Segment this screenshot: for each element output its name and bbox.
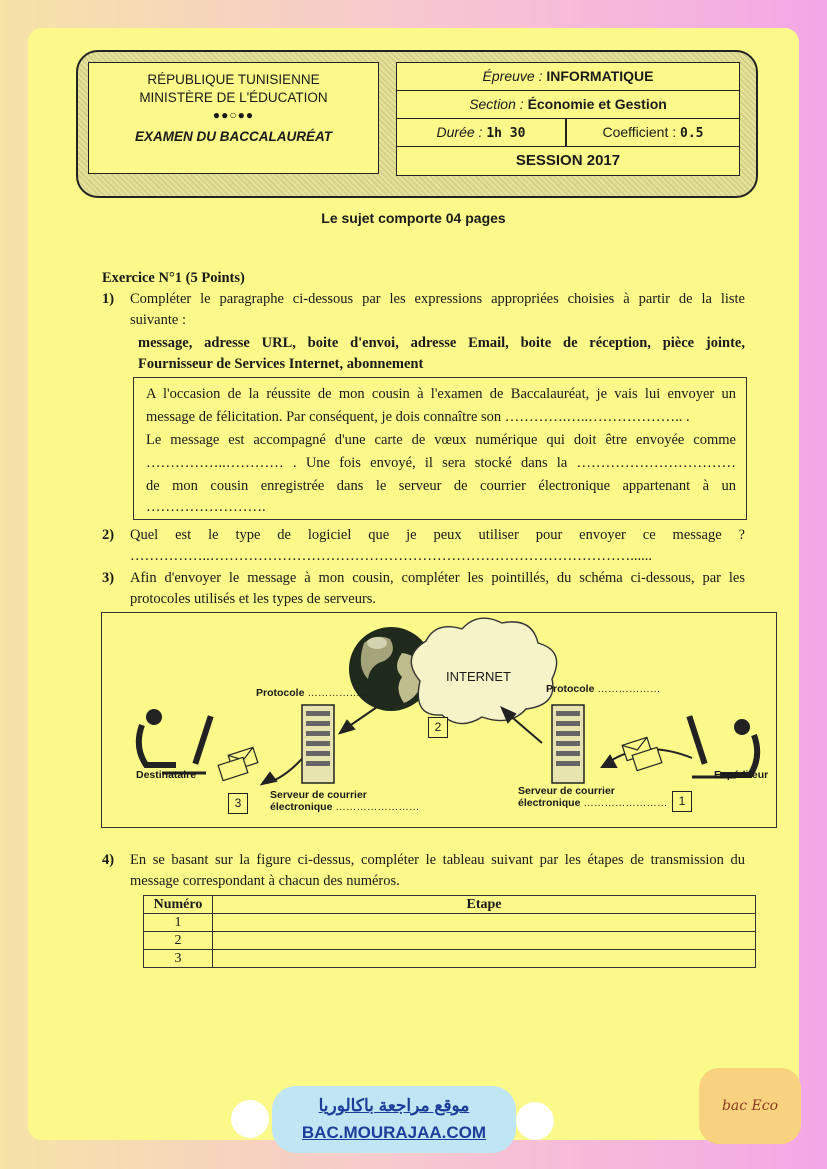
exam-page: [28, 28, 799, 1140]
recipient-label: Destinataire: [136, 769, 197, 781]
row-number: 1: [144, 914, 213, 932]
table-row: [144, 950, 756, 968]
server-left-line1: Serveur de courrier: [270, 789, 367, 801]
exercise-title-text: Exercice N°1: [102, 270, 183, 286]
server-right-line1: Serveur de courrier: [518, 785, 615, 797]
right-server-icon: [552, 705, 584, 783]
protocol-right-blank[interactable]: ………………: [597, 683, 661, 695]
q3-line2: protocoles utilisés et les types de serveurs.: [130, 591, 377, 607]
row-number: 2: [144, 932, 213, 950]
q3-number: 3): [102, 570, 115, 586]
para-line6[interactable]: …………………….: [146, 499, 266, 515]
pages-note: Le sujet comporte 04 pages: [321, 210, 506, 226]
terms-line1: message, adresse URL, boite d'envoi, adresse Email, boite de réception, pièce jointe,: [138, 335, 745, 351]
header-institution: [88, 62, 379, 174]
step-3-box: 3: [228, 793, 248, 814]
coef-label: Coefficient :: [602, 124, 677, 140]
site-name-arabic[interactable]: موقع مراجعة باكالوريا: [318, 1096, 470, 1115]
table-row: [144, 914, 756, 932]
exercise-points: (5 Points): [185, 270, 245, 286]
para-line4[interactable]: ……………..………… . Une fois envoyé, il sera stocké dans la ……………………………: [146, 455, 736, 471]
server-left-label: [270, 789, 419, 813]
site-logo-left: [231, 1100, 269, 1138]
sender-label: Expéditeur: [714, 769, 769, 781]
section-value: Économie et Gestion: [527, 96, 667, 112]
q1-line2: suivante :: [130, 312, 186, 328]
site-logo-right: [516, 1102, 554, 1140]
duree-label: Durée :: [436, 124, 483, 140]
duree-value: 1h 30: [486, 126, 526, 141]
col-number-header: Numéro: [144, 896, 213, 914]
exam-header: [76, 50, 758, 198]
dots-ornament: ●●○●●: [212, 108, 255, 122]
session-text: SESSION 2017: [515, 152, 621, 169]
server-left-blank[interactable]: ……………………: [335, 801, 420, 813]
envelope-icon: [218, 747, 258, 780]
header-details: [396, 62, 740, 176]
envelope-icon-right: [622, 737, 662, 770]
exercise-title: [102, 268, 245, 289]
col-step-header: Etape: [213, 896, 756, 914]
server-right-blank[interactable]: ……………………: [583, 797, 668, 809]
step-2-box: 2: [428, 717, 448, 738]
q2-line1: Quel est le type de logiciel que je peux utiliser pour envoyer ce message ?: [130, 527, 745, 543]
site-url-link[interactable]: BAC.MOURAJAA.COM: [301, 1123, 487, 1142]
sender-person-icon: [686, 715, 757, 777]
site-banner[interactable]: [272, 1086, 516, 1153]
exam-title: EXAMEN DU BACCALAURÉAT: [135, 129, 332, 144]
q2-number: 2): [102, 527, 115, 543]
protocol-right-label: Protocole: [546, 683, 595, 695]
para-line3: Le message est accompagné d'une carte de vœux numérique qui doit être envoyée comme: [146, 432, 736, 448]
para-line1: A l'occasion de la réussite de mon cousin à l'examen de Baccalauréat, je vais lui envoyer un: [146, 386, 736, 402]
terms-line2: Fournisseur de Services Internet, abonnement: [138, 356, 424, 372]
epreuve-label: Épreuve :: [482, 68, 543, 84]
q4-line2: message correspondant à chacun des numéros.: [130, 873, 400, 889]
server-right-line2: [518, 797, 667, 809]
server-right-word: électronique: [518, 797, 581, 809]
duration-row: [397, 119, 739, 147]
internet-label: INTERNET: [446, 669, 511, 684]
step-cell[interactable]: [213, 950, 756, 968]
q4-line1: En se basant sur la figure ci-dessus, compléter le tableau suivant par les étapes de transmission du: [130, 852, 745, 868]
epreuve-value: INFORMATIQUE: [546, 68, 654, 84]
protocol-left-label: Protocole: [256, 687, 305, 699]
coef-cell: [567, 119, 739, 147]
step-cell[interactable]: [213, 932, 756, 950]
paragraph-frame: [133, 377, 747, 520]
ministry-text: MINISTÈRE DE L'ÉDUCATION: [139, 90, 328, 105]
table-row: [144, 932, 756, 950]
para-line5: de mon cousin enregistrée dans le serveur de courrier électronique appartenant à un: [146, 478, 736, 494]
country-text: RÉPUBLIQUE TUNISIENNE: [147, 72, 320, 87]
coef-value: 0.5: [680, 126, 704, 141]
q1-line1: Compléter le paragraphe ci-dessous par les expressions appropriées choisies à partir de la liste: [130, 291, 745, 307]
section-row: [397, 91, 739, 119]
step-1-box: 1: [672, 791, 692, 812]
row-number: 3: [144, 950, 213, 968]
table-header-row: [144, 896, 756, 914]
protocol-right: [546, 683, 660, 695]
q2-answer-dots[interactable]: ……………..……………………………………………………………………………......: [130, 548, 652, 564]
duration-cell: [397, 119, 565, 147]
server-left-line2: [270, 801, 419, 813]
q3-line1: Afin d'envoyer le message à mon cousin, compléter les pointillés, du schéma ci-dessous, par les: [130, 570, 745, 586]
left-server-icon: [302, 705, 334, 783]
q1-number: 1): [102, 291, 115, 307]
q4-number: 4): [102, 852, 115, 868]
protocol-left-blank[interactable]: ………………: [307, 687, 371, 699]
section-label: Section :: [469, 96, 524, 112]
email-diagram: [101, 612, 777, 828]
server-left-word: électronique: [270, 801, 333, 813]
server-right-label: [518, 785, 667, 809]
recipient-person-icon: [139, 709, 214, 773]
step-cell[interactable]: [213, 914, 756, 932]
para-line2[interactable]: message de félicitation. Par conséquent, je dois connaître son ………….…..……………….. .: [146, 409, 690, 425]
bac-eco-logo: bac Eco: [699, 1068, 801, 1144]
epreuve-row: [397, 63, 739, 91]
steps-table: [143, 895, 756, 968]
protocol-left: [256, 687, 370, 699]
